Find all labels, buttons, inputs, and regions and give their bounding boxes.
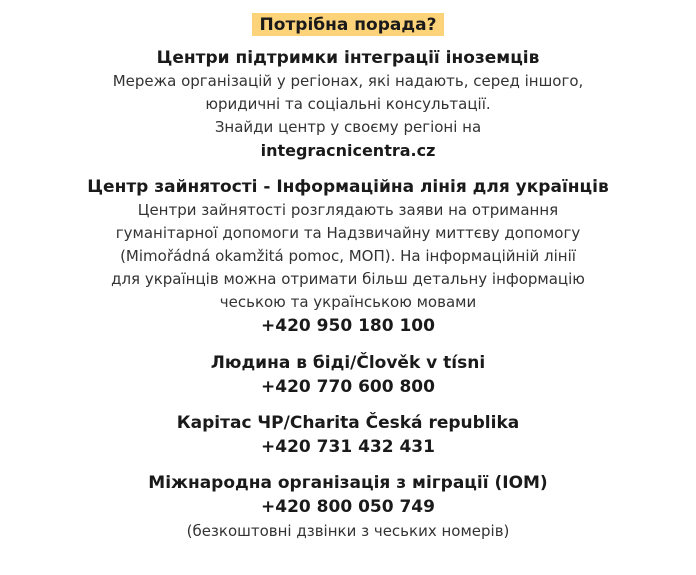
phone-number[interactable]: +420 731 432 431 <box>261 437 435 457</box>
section-line: юридичні та соціальні консультації. <box>205 95 491 113</box>
employment-center-section <box>28 176 668 339</box>
section-title: Центр зайнятості - Інформаційна лінія для українців <box>87 177 609 197</box>
section-title: Карітас ЧР/Charita Česká republika <box>176 413 520 433</box>
header <box>0 0 696 41</box>
need-advice-badge: Потрібна порада? <box>252 13 445 36</box>
section-title: Міжнародна організація з міграції (IOM) <box>148 473 548 493</box>
clovek-v-tisni-section <box>28 352 668 400</box>
section-title: Центри підтримки інтеграції іноземців <box>156 48 540 68</box>
integration-centers-section <box>28 47 668 163</box>
section-line: чеською та українською мовами <box>219 293 477 311</box>
section-line: Центри зайнятості розглядають заяви на отримання <box>137 201 559 219</box>
phone-number[interactable]: +420 770 600 800 <box>261 377 435 397</box>
phone-number[interactable]: +420 800 050 749 <box>261 497 435 517</box>
section-line: для українців можна отримати більш детальну інформацію <box>111 270 585 288</box>
charita-section <box>28 412 668 460</box>
section-line: Знайди центр у своєму регіоні на <box>214 118 482 136</box>
section-line: гуманітарної допомоги та Надзвичайну миттєву допомогу <box>115 224 581 242</box>
phone-number[interactable]: +420 950 180 100 <box>261 316 435 336</box>
free-calls-note: (безкоштовні дзвінки з чеських номерів) <box>186 522 510 540</box>
iom-section <box>28 472 668 542</box>
section-line: (Mimořádná okamžitá pomoc, МОП). На інформаційній лінії <box>120 247 576 265</box>
section-title: Людина в біді/Člověk v tísni <box>210 353 486 373</box>
integration-centers-link[interactable]: integracnicentra.cz <box>260 141 436 160</box>
section-line: Мережа організацій у регіонах, які надають, серед іншого, <box>112 72 584 90</box>
